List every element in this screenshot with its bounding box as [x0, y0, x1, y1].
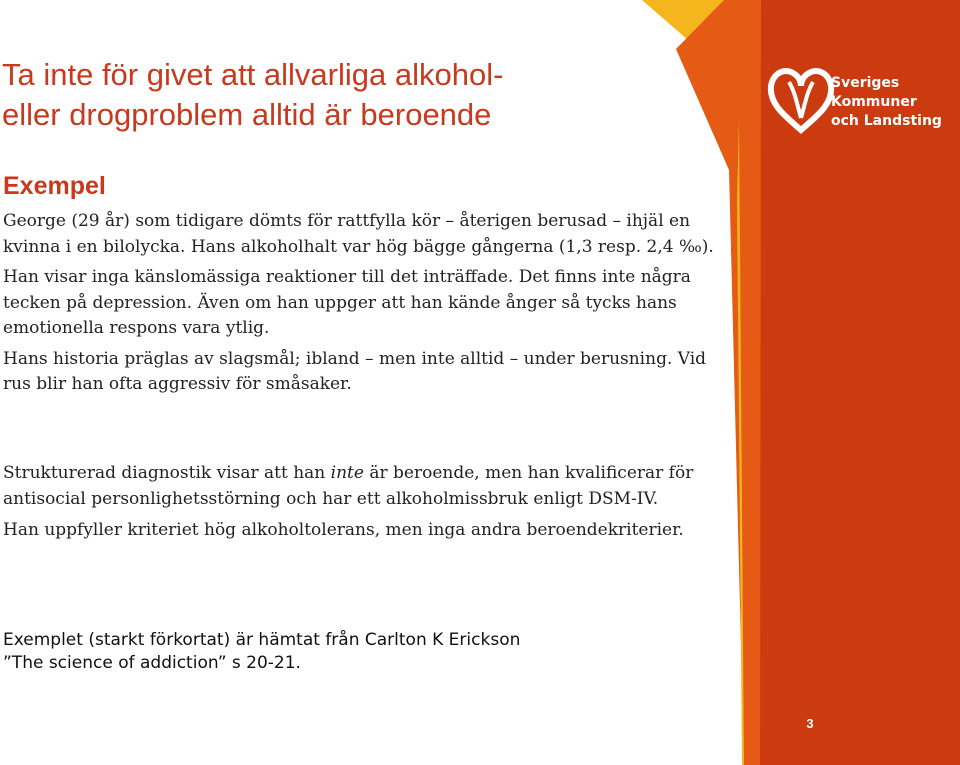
case-paragraph-1: George (29 år) som tidigare dömts för rattfylla kör – återigen berusad – ihjäl en kvinna i en bilolycka. Hans alkoholhalt var hög bägge gångerna (1,3 resp. 2,4 ‰). [3, 211, 714, 257]
diagnosis-text-b: är beroende, men han kvalificerar för antisocial personlighetsstörning och har ett alkoholmissbruk enligt DSM-IV. [3, 463, 694, 509]
source-line-2: ”The science of addiction” s 20-21. [3, 653, 301, 673]
case-description [3, 209, 723, 403]
case-paragraph-2: Han visar inga känslomässiga reaktioner till det inträffade. Det finns inte några tecken på depression. Även om han uppger att han kände ånger så tycks hans emotionella respons vara ytlig. [3, 267, 691, 338]
title-line-1: Ta inte för givet att allvarliga alkohol- [2, 57, 504, 92]
logo-line-1: Sveriges [831, 75, 900, 91]
diagnosis-text-a: Strukturerad diagnostik visar att han [3, 463, 331, 483]
page-number: 3 [806, 716, 814, 731]
diagnosis-paragraph-1 [3, 460, 723, 512]
title-line-2: eller drogproblem alltid är beroende [2, 97, 492, 132]
diagnosis-section [3, 460, 723, 548]
diagnosis-paragraph-2: Han uppfyller kriteriet hög alkoholtolerans, men inga andra beroendekriterier. [3, 520, 684, 540]
logo-wordmark [831, 74, 956, 131]
logo-line-2: Kommuner [831, 94, 917, 110]
diagnosis-emphasis: inte [330, 463, 364, 483]
source-citation [3, 629, 723, 675]
subheading: Exempel [3, 172, 106, 200]
source-line-1: Exemplet (starkt förkortat) är hämtat från Carlton K Erickson [3, 630, 521, 650]
logo-line-3: och Landsting [831, 113, 942, 129]
case-paragraph-3: Hans historia präglas av slagsmål; ibland – men inte alltid – under berusning. Vid rus blir han ofta aggressiv för småsaker. [3, 348, 707, 394]
slide-title [2, 55, 682, 135]
